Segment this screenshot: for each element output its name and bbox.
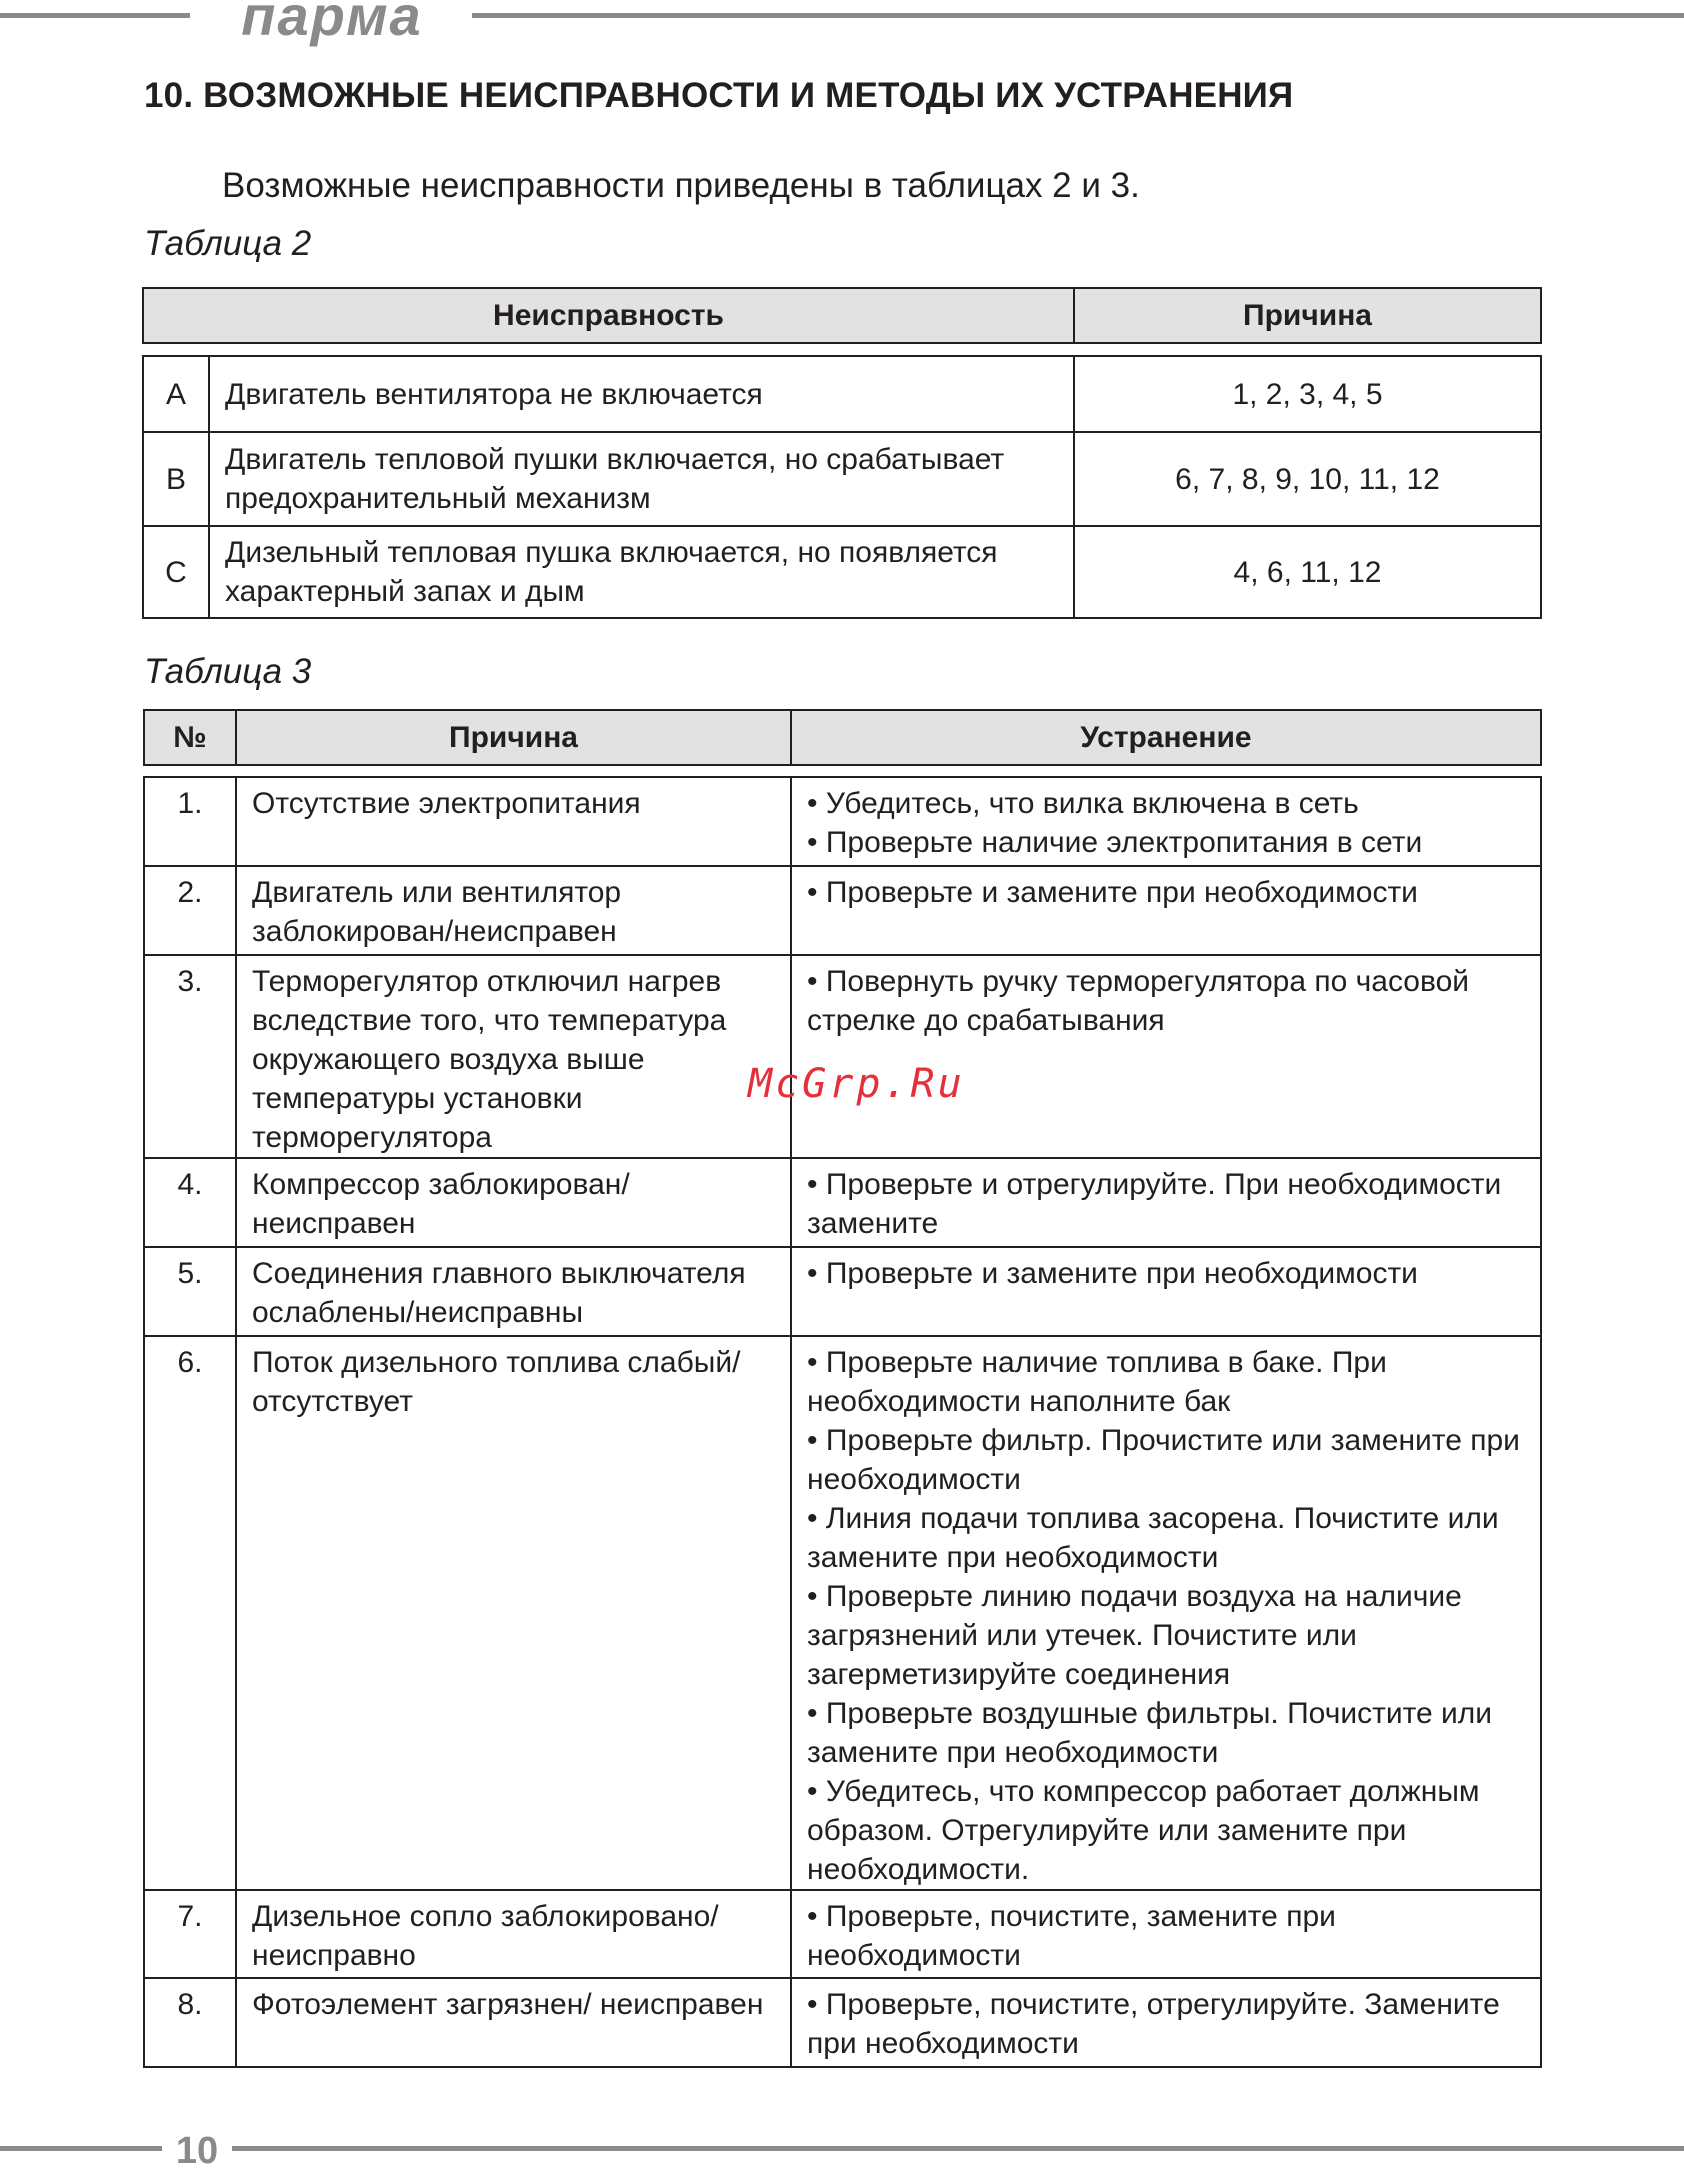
table2-caption: Таблица 2 [144, 224, 312, 263]
row-fault: Дизельный тепловая пушка включается, но появляется характерный запах и дым [209, 526, 1074, 618]
row-fix [791, 955, 1541, 1158]
row-reason: Соединения главного выключателя ослаблены/неисправны [236, 1247, 791, 1336]
table2-header-cause: Причина [1074, 288, 1541, 343]
table3-header-fix: Устранение [791, 710, 1541, 765]
table-row [144, 777, 1541, 866]
table3-header-reason: Причина [236, 710, 791, 765]
fix-item: • Проверьте и замените при необходимости [807, 876, 1418, 909]
footer-rule-left [0, 2146, 162, 2151]
row-reason: Отсутствие электропитания [236, 777, 791, 866]
row-number: 8. [144, 1978, 236, 2067]
row-reason: Компрессор заблокирован/ неисправен [236, 1158, 791, 1247]
row-causes: 1, 2, 3, 4, 5 [1074, 356, 1541, 432]
table-row [144, 1336, 1541, 1890]
page-number: 10 [175, 2130, 219, 2172]
fix-item: • Проверьте линию подачи воздуха на наличие загрязнений или утечек. Почистите или загерметизируйте соединения [807, 1580, 1462, 1691]
row-number: 5. [144, 1247, 236, 1336]
table3-caption: Таблица 3 [144, 652, 312, 691]
row-reason: Поток дизельного топлива слабый/ отсутствует [236, 1336, 791, 1890]
table-row [144, 1890, 1541, 1978]
row-fix [791, 1978, 1541, 2067]
row-fault: Двигатель вентилятора не включается [209, 356, 1074, 432]
fix-item: • Проверьте и отрегулируйте. При необходимости замените [807, 1168, 1502, 1240]
row-fix [791, 1247, 1541, 1336]
table2 [142, 355, 1542, 619]
row-fix [791, 1158, 1541, 1247]
row-fault: Двигатель тепловой пушки включается, но срабатывает предохранительный механизм [209, 432, 1074, 526]
header-rule-right [472, 13, 1684, 18]
row-number: 4. [144, 1158, 236, 1247]
fix-item: • Проверьте фильтр. Прочистите или замените при необходимости [807, 1424, 1520, 1496]
fix-item: • Проверьте и замените при необходимости [807, 1257, 1418, 1290]
table-row [144, 1247, 1541, 1336]
table3-header-num: № [144, 710, 236, 765]
table2-header-fault: Неисправность [143, 288, 1074, 343]
fix-item: • Проверьте воздушные фильтры. Почистите или замените при необходимости [807, 1697, 1493, 1769]
row-number: 6. [144, 1336, 236, 1890]
row-reason: Терморегулятор отключил нагрев вследствие того, что температура окружающего воздуха выше температуры установки терморегулятора [236, 955, 791, 1158]
fix-item: • Убедитесь, что вилка включена в сеть [807, 787, 1359, 820]
fix-item: • Убедитесь, что компрессор работает должным образом. Отрегулируйте или замените при необходимости. [807, 1775, 1480, 1886]
row-letter: B [143, 432, 209, 526]
row-fix [791, 1890, 1541, 1978]
row-reason: Двигатель или вентилятор заблокирован/неисправен [236, 866, 791, 955]
row-causes: 4, 6, 11, 12 [1074, 526, 1541, 618]
table-row [144, 1158, 1541, 1247]
row-number: 2. [144, 866, 236, 955]
footer-rule-right [232, 2146, 1684, 2151]
table-row [143, 356, 1541, 432]
fix-item: • Проверьте, почистите, замените при необходимости [807, 1900, 1336, 1972]
fix-item: • Повернуть ручку терморегулятора по часовой стрелке до срабатывания [807, 965, 1470, 1037]
intro-text: Возможные неисправности приведены в таблицах 2 и 3. [222, 166, 1140, 205]
row-fix [791, 1336, 1541, 1890]
watermark: McGrp.Ru [748, 1061, 965, 1107]
fix-item: • Проверьте наличие электропитания в сети [807, 826, 1423, 859]
row-letter: C [143, 526, 209, 618]
row-fix [791, 866, 1541, 955]
table-row [144, 1978, 1541, 2067]
row-fix [791, 777, 1541, 866]
table-row [144, 866, 1541, 955]
table-row [143, 432, 1541, 526]
section-title: 10. ВОЗМОЖНЫЕ НЕИСПРАВНОСТИ И МЕТОДЫ ИХ УСТРАНЕНИЯ [144, 76, 1294, 115]
row-letter: A [143, 356, 209, 432]
row-causes: 6, 7, 8, 9, 10, 11, 12 [1074, 432, 1541, 526]
table3 [143, 776, 1542, 2068]
header-rule-left [0, 13, 190, 18]
fix-item: • Линия подачи топлива засорена. Почистите или замените при необходимости [807, 1502, 1499, 1574]
table-row [143, 526, 1541, 618]
table3-header [143, 709, 1542, 766]
table2-header [142, 287, 1542, 344]
row-reason: Фотоэлемент загрязнен/ неисправен [236, 1978, 791, 2067]
fix-item: • Проверьте наличие топлива в баке. При необходимости наполните бак [807, 1346, 1387, 1418]
table-row [144, 955, 1541, 1158]
brand-logo: парма [241, 0, 423, 47]
row-number: 1. [144, 777, 236, 866]
row-number: 3. [144, 955, 236, 1158]
row-number: 7. [144, 1890, 236, 1978]
fix-item: • Проверьте, почистите, отрегулируйте. Замените при необходимости [807, 1988, 1500, 2060]
row-reason: Дизельное сопло заблокировано/ неисправно [236, 1890, 791, 1978]
